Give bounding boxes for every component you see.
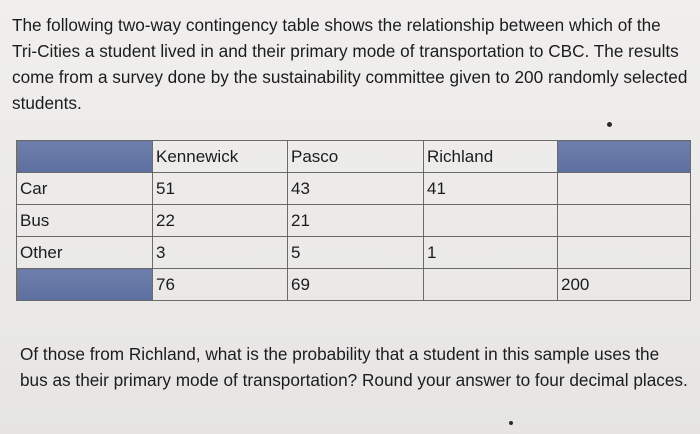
question-text: Of those from Richland, what is the probability that a student in this sample uses the bus as their primary mode of transportation? Round your answer to four decimal places. — [20, 344, 688, 390]
table-cell — [558, 237, 691, 269]
header-cell-pasco: Pasco — [288, 141, 424, 173]
grand-total-cell: 200 — [558, 269, 691, 301]
table-header-row — [17, 141, 691, 173]
header-total-cell — [558, 141, 691, 173]
total-cell-richland — [424, 269, 558, 301]
table-cell: 51 — [153, 173, 288, 205]
table-row — [17, 173, 691, 205]
problem-statement: The following two-way contingency table shows the relationship between which of the Tri-Cities a student lived in and their primary mode of transportation to CBC. The results come from a survey done by the sustainability committee given to 200 randomly selected students. — [12, 15, 688, 113]
contingency-table — [16, 140, 691, 301]
header-cell-richland: Richland — [424, 141, 558, 173]
table-row — [17, 237, 691, 269]
total-cell-kennewick: 76 — [153, 269, 288, 301]
total-cell-pasco: 69 — [288, 269, 424, 301]
table-cell: 21 — [288, 205, 424, 237]
totals-label-cell — [17, 269, 153, 301]
table-cell: 22 — [153, 205, 288, 237]
table-row — [17, 205, 691, 237]
table-cell — [558, 205, 691, 237]
row-label-bus: Bus — [17, 205, 153, 237]
table-cell: 5 — [288, 237, 424, 269]
table-cell: 41 — [424, 173, 558, 205]
header-corner-cell — [17, 141, 153, 173]
table-cell: 3 — [153, 237, 288, 269]
table-cell — [424, 205, 558, 237]
table-cell — [558, 173, 691, 205]
surface-speck — [509, 421, 513, 425]
table-cell: 43 — [288, 173, 424, 205]
table-cell: 1 — [424, 237, 558, 269]
table-totals-row — [17, 269, 691, 301]
surface-speck — [607, 122, 612, 127]
header-cell-kennewick: Kennewick — [153, 141, 288, 173]
row-label-car: Car — [17, 173, 153, 205]
row-label-other: Other — [17, 237, 153, 269]
